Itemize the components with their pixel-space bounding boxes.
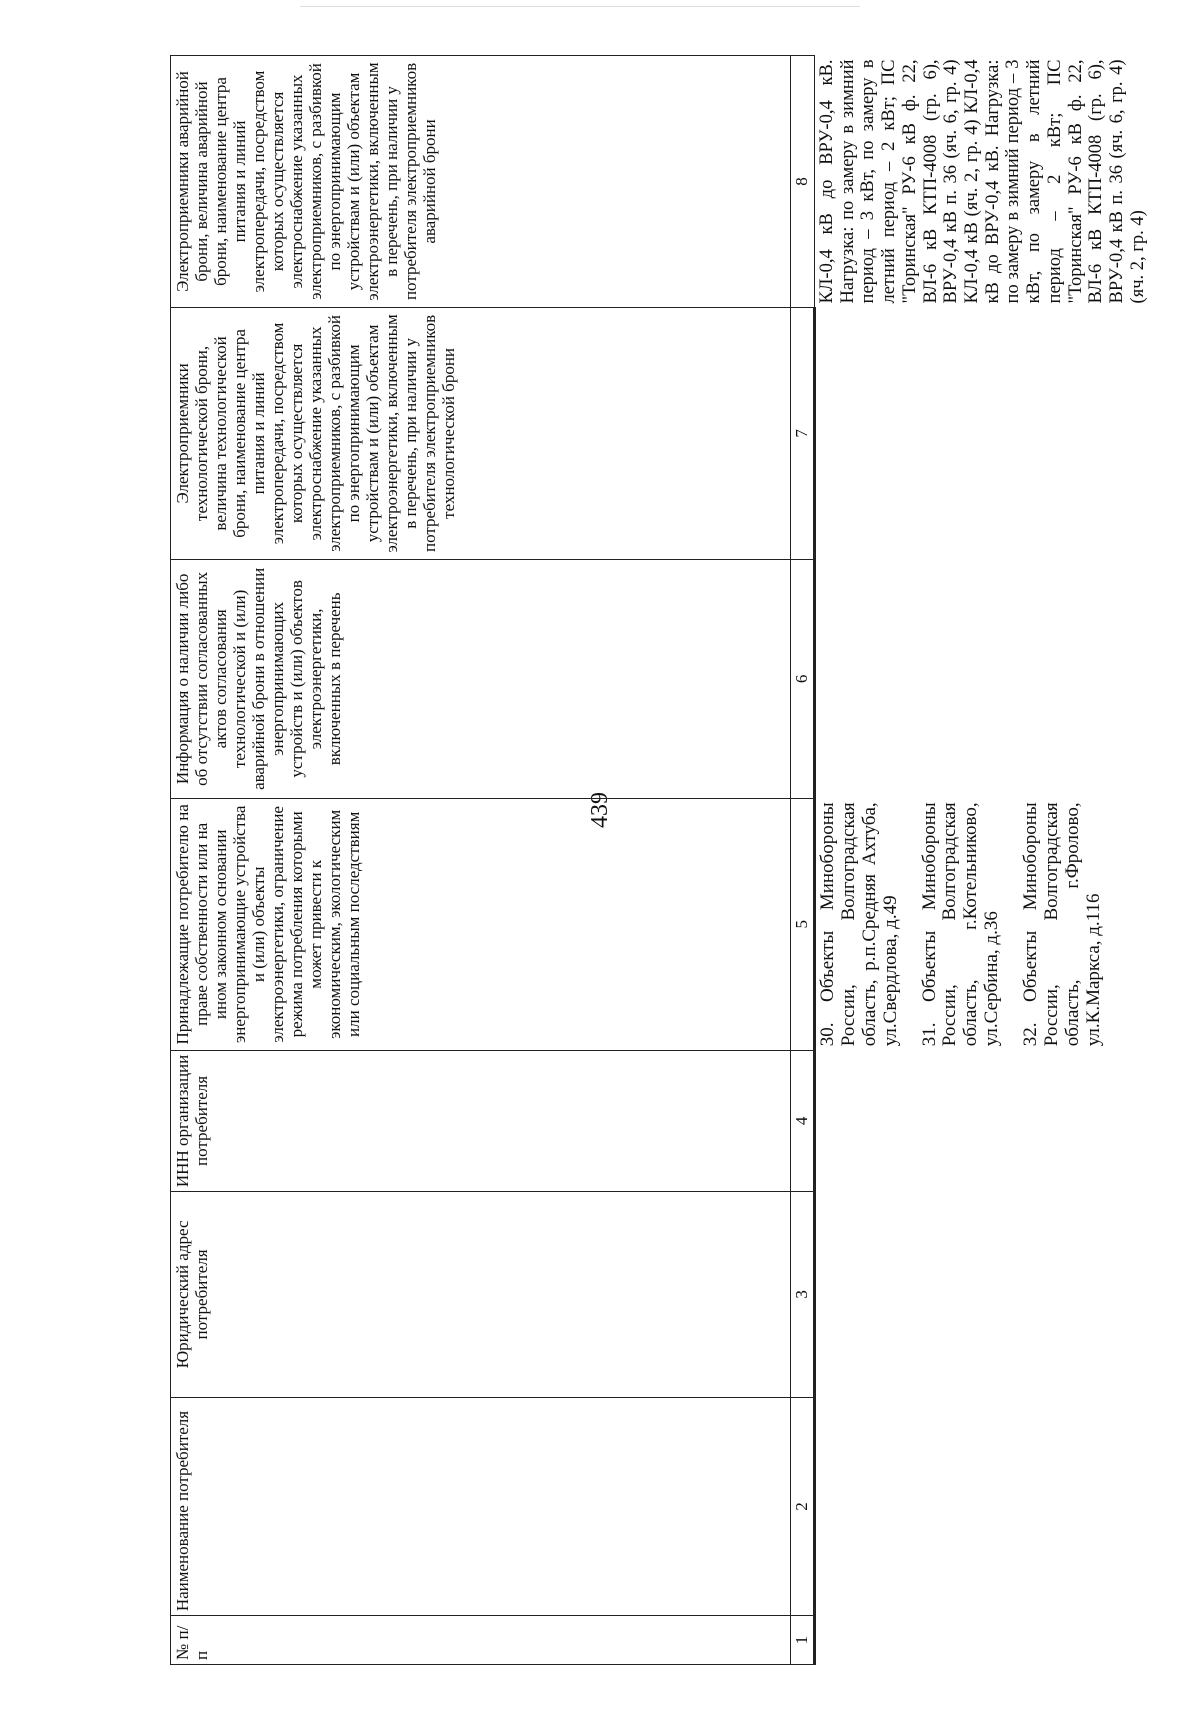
header-col-tech-reserve: Электроприемники технологической брони, величина технологической брони, наименование центра питания и линий электропередачи, посредством которых осуществляется электроснабжение указанных электроприемников, с разбивкой по энергопринимающим устройствам и (или) объектам электроэнергетики, включенным в перечень, при наличии у потребителя электроприемников технологической брони [171, 307, 791, 559]
list-item: 30. Объекты Минобороны России, Волгоградская область, р.п.Средняя Ахтуба, ул.Свердлова, д.49 [817, 802, 901, 1047]
column-number: 6 [791, 559, 815, 798]
column-number: 3 [791, 1192, 815, 1398]
header-col-acts-info: Информация о наличии либо об отсутствии согласованных актов согласования технологической и (или) аварийной брони в отношении энергопринимающих устройств и (или) объектов электроэнергетики, включенных в перечень [171, 559, 791, 798]
list-item: 31. Объекты Минобороны России, Волгоградская область, г.Котельниково, ул.Сербина, д.36 [918, 802, 1003, 1047]
column-number: 8 [791, 56, 815, 308]
header-col-consumer-name: Наименование потребителя [171, 1397, 791, 1615]
emergency-reserve-text: КЛ-0,4 кВ до ВРУ-0,4 кВ. Нагрузка: по замеру в зимний период – 3 кВт, по замеру в летний период – 2 кВт; ПС "Торинская" РУ-6 кВ ф. 22, ВЛ-6 кВ КТП-4008 (гр. 6), ВРУ-0,4 кВ п. 36 (яч. 6, гр. 4) КЛ-0,4 кВ (яч. 2, гр. 4) КЛ-0,4 кВ до ВРУ-0,4 кВ. Нагрузка: по замеру в зимний период – 3 кВт, по замеру в летний период – 2 кВт; ПС "Торинская" РУ-6 кВ ф. 22, ВЛ-6 кВ КТП-4008 (гр. 6), ВРУ-0,4 кВ п. 36 (яч. 6, гр. 4) (яч. 2, гр. 4) [817, 59, 1148, 304]
page-number: 439 [587, 792, 613, 828]
cell-emergency-reserve [815, 56, 1151, 308]
column-number: 4 [791, 1050, 815, 1191]
cell-tech-reserve [815, 307, 1151, 559]
cell-objects [815, 798, 1151, 1050]
top-edge-rule [300, 6, 860, 7]
column-number: 1 [791, 1616, 815, 1665]
consumer-registry-table [170, 55, 1151, 1665]
header-col-energy-devices: Принадлежащие потребителю на праве собственности или на ином законном основании энергопринимающие устройства и (или) объекты электроэнергетики, ограничение режима потребления которыми может привести к экономическим, экологическим или социальным последствиям [171, 798, 791, 1050]
rotated-table-wrapper [170, 55, 1148, 1665]
column-number: 5 [791, 798, 815, 1050]
cell-legal-address [815, 1192, 1151, 1398]
header-col-legal-address: Юридический адрес потребителя [171, 1192, 791, 1398]
header-col-inn: ИНН организации потребителя [171, 1050, 791, 1191]
table-row [815, 56, 1151, 1665]
column-numbers-row [791, 56, 815, 1665]
cell-consumer-name [815, 1397, 1151, 1615]
header-row [171, 56, 791, 1665]
cell-acts-info [815, 559, 1151, 798]
header-col-number: № п/п [171, 1616, 791, 1665]
column-number: 7 [791, 307, 815, 559]
cell-inn [815, 1050, 1151, 1191]
cell-number [815, 1616, 1151, 1665]
list-item: 32. Объекты Минобороны России, Волгоградская область, г.Фролово, ул.К.Маркса, д.116 [1020, 802, 1104, 1047]
landscape-page [170, 55, 1148, 1665]
column-number: 2 [791, 1397, 815, 1615]
header-col-emergency-reserve: Электроприемники аварийной брони, величина аварийной брони, наименование центра питания и линий электропередачи, посредством которых осуществляется электроснабжение указанных электроприемников, с разбивкой по энергопринимающим устройствам и (или) объектам электроэнергетики, включенным в перечень, при наличии у потребителя электроприемников аварийной брони [171, 56, 791, 308]
